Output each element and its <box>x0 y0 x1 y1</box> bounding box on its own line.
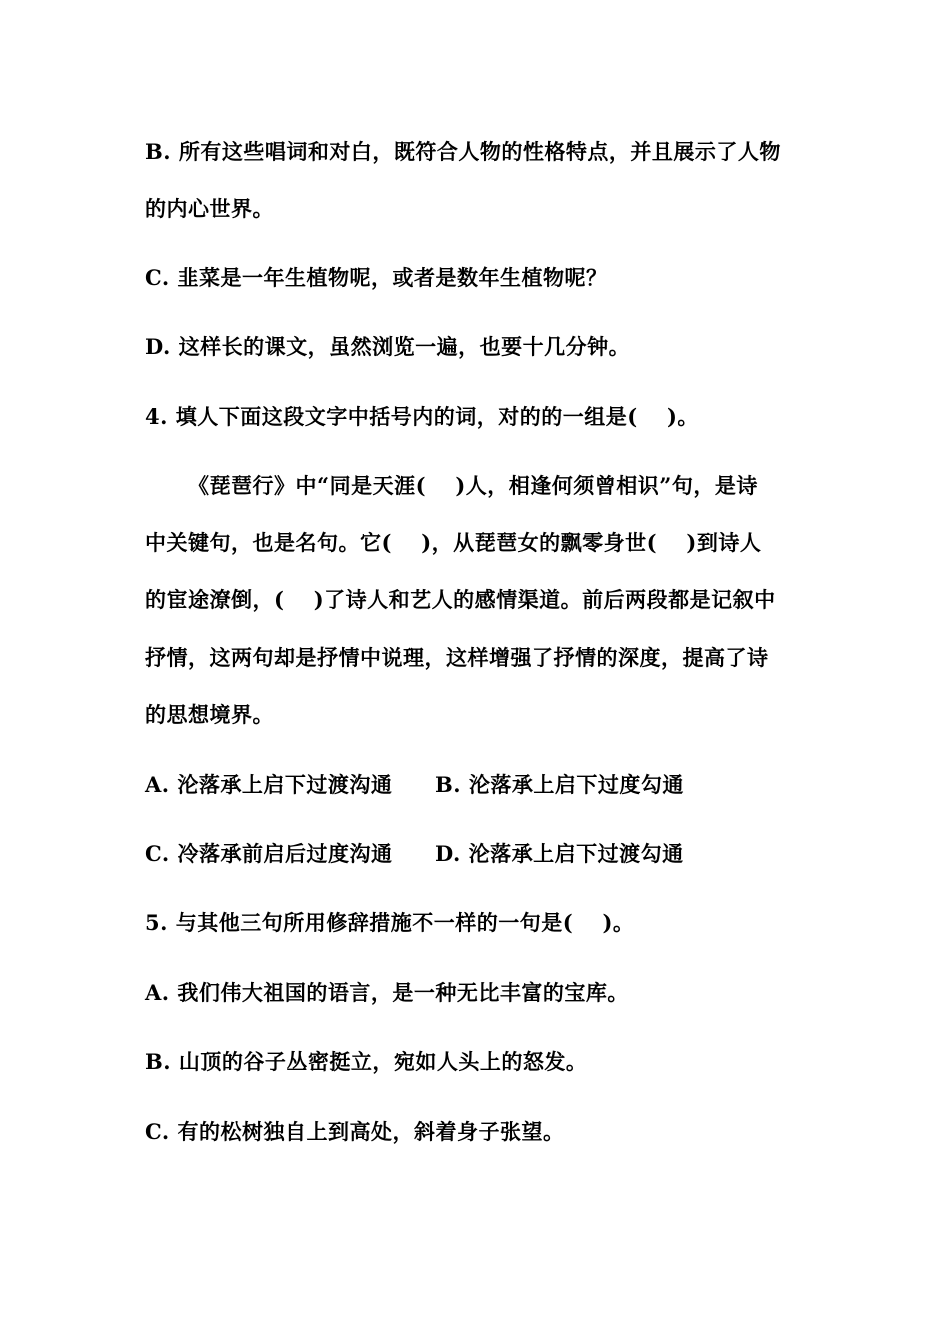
q4-passage-line: 的思想境界。 <box>145 702 274 727</box>
q4-passage-line: 的宦途潦倒，( )了诗人和艺人的感情渠道。前后两段都是记叙中 <box>145 587 776 612</box>
q4-passage-line: 《琵琶行》中“同是天涯( )人，相逢何须曾相识”句，是诗 <box>188 473 758 498</box>
q5-option-b: B. 山顶的谷子丛密挺立，宛如人头上的怒发。 <box>145 1049 588 1074</box>
q4-stem: 4. 填人下面这段文字中括号内的词，对的的一组是( )。 <box>145 404 699 429</box>
q4-passage-line: 中关键句，也是名句。它( )，从琵琶女的飘零身世( )到诗人 <box>145 530 762 555</box>
q4-options-row-2 <box>145 839 815 869</box>
q3-option-b-line1: B. 所有这些唱词和对白，既符合人物的性格特点，并且展示了人物 <box>145 139 781 164</box>
q4-options-row-1 <box>145 770 815 800</box>
q4-option-c: C. 冷落承前启后过度沟通 <box>145 841 393 866</box>
q3-option-d: D. 这样长的课文，虽然浏览一遍，也要十几分钟。 <box>145 334 631 359</box>
q5-stem: 5. 与其他三句所用修辞措施不一样的一句是( )。 <box>145 910 635 935</box>
q5-option-c: C. 有的松树独自上到高处，斜着身子张望。 <box>145 1119 565 1144</box>
q5-option-a: A. 我们伟大祖国的语言，是一种无比丰富的宝库。 <box>145 980 629 1005</box>
q4-option-a: A. 沦落承上启下过渡沟通 <box>145 772 393 797</box>
q4-passage-line: 抒情，这两句却是抒情中说理，这样增强了抒情的深度，提高了诗 <box>145 645 769 670</box>
q4-option-d: D. 沦落承上启下过渡勾通 <box>435 841 684 866</box>
q4-option-b: B. 沦落承上启下过度勾通 <box>435 772 684 797</box>
q3-option-c: C. 韭菜是一年生植物呢，或者是数年生植物呢？ <box>145 265 608 290</box>
q3-option-b-line2: 的内心世界。 <box>145 196 274 221</box>
